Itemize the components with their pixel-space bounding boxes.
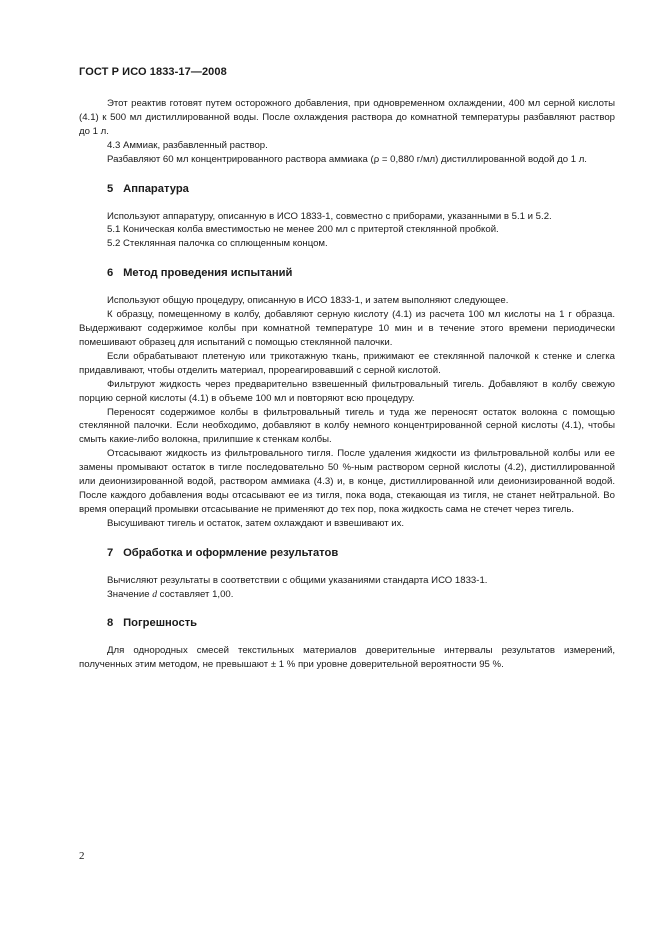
paragraph: К образцу, помещенному в колбу, добавляют серную кислоту (4.1) из расчета 100 мл кислоты на 1 г образца. Выдерживают содержимое колбы при комнатной температуре 10 мин и в течение этого времени периодически помешивают образец для испытаний с помощью стеклянной палочки. — [79, 309, 615, 348]
paragraph: Отсасывают жидкость из фильтровального тигля. После удаления жидкости из фильтровальной колбы или ее замены промывают остаток в тигле последовательно 50 %-ным раствором серной кислоты (4.2), дистиллированной или деионизированной водой, раствором аммиака (4.3) и, в конце, дистиллированной или деионизированной водой. После каждого добавления воды отсасывают ее из тигля, пока вода, стекающая из тигля, не станет нейтральной. Во время операций промывки отсасывание не применяют до тех пор, пока жидкость сама не стечет через тигель. — [79, 448, 615, 515]
paragraph: Вычисляют результаты в соответствии с общими указаниями стандарта ИСО 1833-1. — [107, 574, 488, 586]
document-body — [79, 97, 615, 672]
document-header: ГОСТ Р ИСО 1833-17—2008 — [79, 66, 227, 78]
section-heading-6 — [107, 266, 615, 280]
paragraph: Используют общую процедуру, описанную в ИСО 1833-1, и затем выполняют следующее. — [107, 295, 509, 307]
section-heading-7 — [107, 546, 615, 560]
page-number: 2 — [79, 850, 85, 862]
paragraph: Разбавляют 60 мл концентрированного раствора аммиака (ρ = 0,880 г/мл) дистиллированной водой до 1 л. — [107, 153, 587, 165]
section-heading-8 — [107, 616, 615, 630]
text-fragment: Значение — [107, 588, 153, 600]
paragraph: Используют аппаратуру, описанную в ИСО 1833-1, совместно с приборами, указанными в 5.1 и 5.2. — [107, 210, 552, 222]
section-number: 8 — [107, 617, 114, 630]
section-number: 7 — [107, 546, 114, 559]
paragraph: Если обрабатывают плетеную или трикотажную ткань, прижимают ее стеклянной палочкой к стенке и слегка придавливают, чтобы отделить материал, прореагировавший с серной кислотой. — [79, 350, 615, 376]
paragraph: Высушивают тигель и остаток, затем охлаждают и взвешивают их. — [107, 517, 405, 529]
section-title: Обработка и оформление результатов — [123, 546, 339, 559]
section-title: Погрешность — [123, 617, 198, 630]
section-number: 6 — [107, 267, 114, 280]
variable-d: d — [152, 588, 158, 600]
paragraph — [79, 588, 615, 602]
text-fragment: составляет 1,00. — [157, 588, 234, 600]
paragraph: 4.3 Аммиак, разбавленный раствор. — [107, 139, 268, 151]
paragraph: 5.1 Коническая колба вместимостью не менее 200 мл с притертой стеклянной пробкой. — [107, 224, 499, 236]
paragraph: Переносят содержимое колбы в фильтровальный тигель и туда же переносят остаток волокна с помощью стеклянной палочки. Если необходимо, добавляют в колбу немного концентрированной серной кислоты (4.1), чтобы смыть какие-либо волокна, прилипшие к стенкам колбы. — [79, 406, 615, 446]
section-heading-5 — [107, 182, 615, 196]
section-title: Аппаратура — [123, 182, 189, 195]
paragraph: Для однородных смесей текстильных материалов доверительные интервалы результатов измерений, полученных этим методом, не превышают ± 1 % при уровне доверительной вероятности 95 %. — [79, 645, 615, 671]
paragraph: 5.2 Стеклянная палочка со сплющенным концом. — [107, 238, 328, 250]
section-number: 5 — [107, 182, 114, 195]
paragraph: Фильтруют жидкость через предварительно взвешенный фильтровальный тигель. Добавляют в колбу свежую порцию серной кислоты (4.1) в объеме 100 мл и повторяют всю процедуру. — [79, 378, 615, 404]
paragraph: Этот реактив готовят путем осторожного добавления, при одновременном охлаждении, 400 мл серной кислоты (4.1) к 500 мл дистиллированной воды. После охлаждения раствора до комнатной температуры разбавляют раствор до 1 л. — [79, 98, 615, 137]
section-title: Метод проведения испытаний — [123, 267, 293, 280]
